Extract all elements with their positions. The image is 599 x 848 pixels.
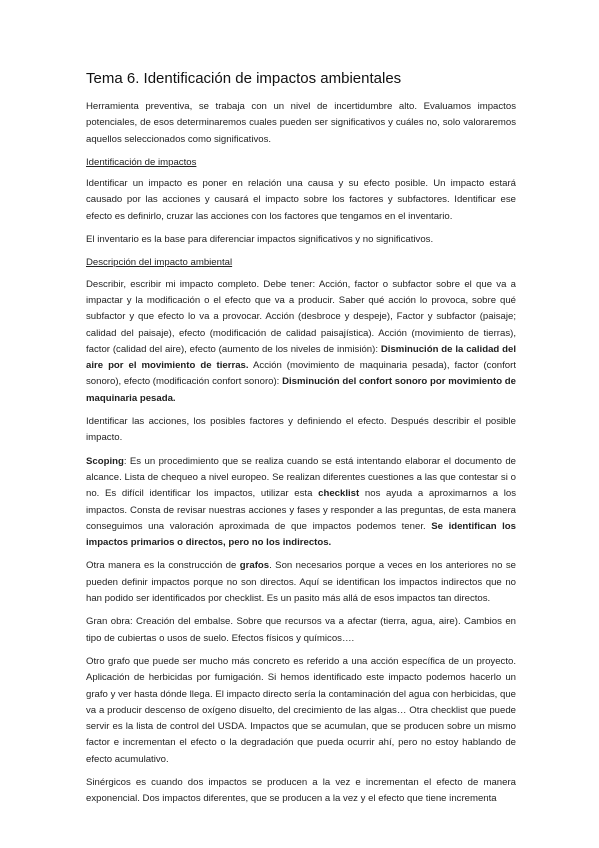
text-run: : Es un procedimiento que se realiza cuando se está intentando elaborar el documento de alcance. Lista de chequeo a nivel europeo. Se realizan diferentes cuestiones a las que contestar si o no. Es difícil identificar los impactos, utilizar esta — [86, 455, 516, 500]
page-title: Tema 6. Identificación de impactos ambientales — [86, 70, 402, 87]
bold-text: Se identifican los impactos primarios o directos, pero no los indirectos. — [86, 520, 516, 549]
text-run: nos ayuda a aproximarnos a los impactos. Consta de revisar nuestras acciones y fases y responder a las preguntas, de esta manera conseguimos una valoración aproximada de que impactos podemos tener. — [86, 488, 517, 532]
text-run: . Son necesarios porque a veces en los anteriores no se pueden definir impactos porque no son directos. Aquí se identifican los impactos indirectos que no han podido ser identificados por checklist. Es un pasito más allá de esos impactos tan directos. — [86, 560, 516, 605]
paragraph: Sinérgicos es cuando dos impactos se producen a la vez e incrementan el efecto de manera exponencial. Dos impactos diferentes, que se producen a la vez y el efecto que tiene incrementa — [86, 776, 516, 805]
document-page — [86, 70, 516, 815]
paragraph: Otro grafo que puede ser mucho más concreto es referido a una acción específica de un proyecto. Aplicación de herbicidas por fumigación. Si hemos identificado este impacto podemos hacerlo un grafo y ver hasta dónde llega. El impacto directo sería la contaminación del agua con herbicidas, que va a producir descenso de oxígeno disuelto, del crecimiento de las algas… Otra checklist que puede servir es la lista de control del USDA. Impactos que se acumulan, que se producen sobre un mismo factor e incrementan el efecto o la degradación que pueda ocurrir ahí, pero no estoy hablando de efecto acumulativo. — [86, 655, 516, 765]
text-run: Acción (movimiento de maquinaria pesada), factor (confort sonoro), efecto (modificación confort sonoro): — [86, 360, 516, 388]
paragraph — [86, 277, 516, 407]
bold-text: checklist — [318, 488, 360, 500]
paragraph: Identificar un impacto es poner en relación una causa y su efecto posible. Un impacto estará causado por las acciones y causará el impacto sobre los factores y subfactores. Identificar ese efecto es definirlo, cruzar las acciones con los factores que tengamos en el inventario. — [86, 178, 516, 222]
section-heading-descripcion: Descripción del impacto ambiental — [86, 257, 233, 269]
bold-text: Disminución de la calidad del aire por el movimiento de tierras. — [86, 343, 516, 372]
paragraph: El inventario es la base para diferenciar impactos significativos y no significativos. — [86, 234, 434, 246]
section-heading-identificacion: Identificación de impactos — [86, 156, 197, 168]
bold-text: Disminución del confort sonoro por movimiento de maquinaria pesada. — [86, 376, 516, 404]
intro-paragraph: Herramienta preventiva, se trabaja con un nivel de incertidumbre alto. Evaluamos impactos potenciales, de esos determinaremos cuales pueden ser significativos y cuáles no, solo valoraremos aquellos seleccionados como significativos. — [86, 101, 516, 145]
paragraph: Gran obra: Creación del embalse. Sobre que recursos va a afectar (tierra, agua, aire). Cambios en tipo de cubiertas o usos de suelo. Efectos físicos y químicos…. — [86, 616, 516, 644]
grafos-paragraph — [86, 558, 516, 607]
paragraph: Identificar las acciones, los posibles factores y definiendo el efecto. Después describir el posible impacto. — [86, 416, 516, 444]
bold-text: Scoping — [86, 455, 124, 467]
bold-text: grafos — [239, 560, 270, 572]
text-run: Otra manera es la construcción de — [86, 560, 240, 572]
scoping-paragraph — [86, 454, 516, 552]
text-run: Describir, escribir mi impacto completo. Debe tener: Acción, factor o subfactor sobre el que va a impactar y la modificación o el efecto que va a producir. Saber qué acción lo provoca, sobre qué subfactor y que efecto lo va a provocar. Acción (desbroce y despeje), Factor y subfactor (paisaje; calidad del paisaje), efecto (modificación de calidad paisajística). Acción (movimiento de tierras), factor (calidad del aire), efecto (aumento de los niveles de inmisión): — [86, 278, 516, 355]
